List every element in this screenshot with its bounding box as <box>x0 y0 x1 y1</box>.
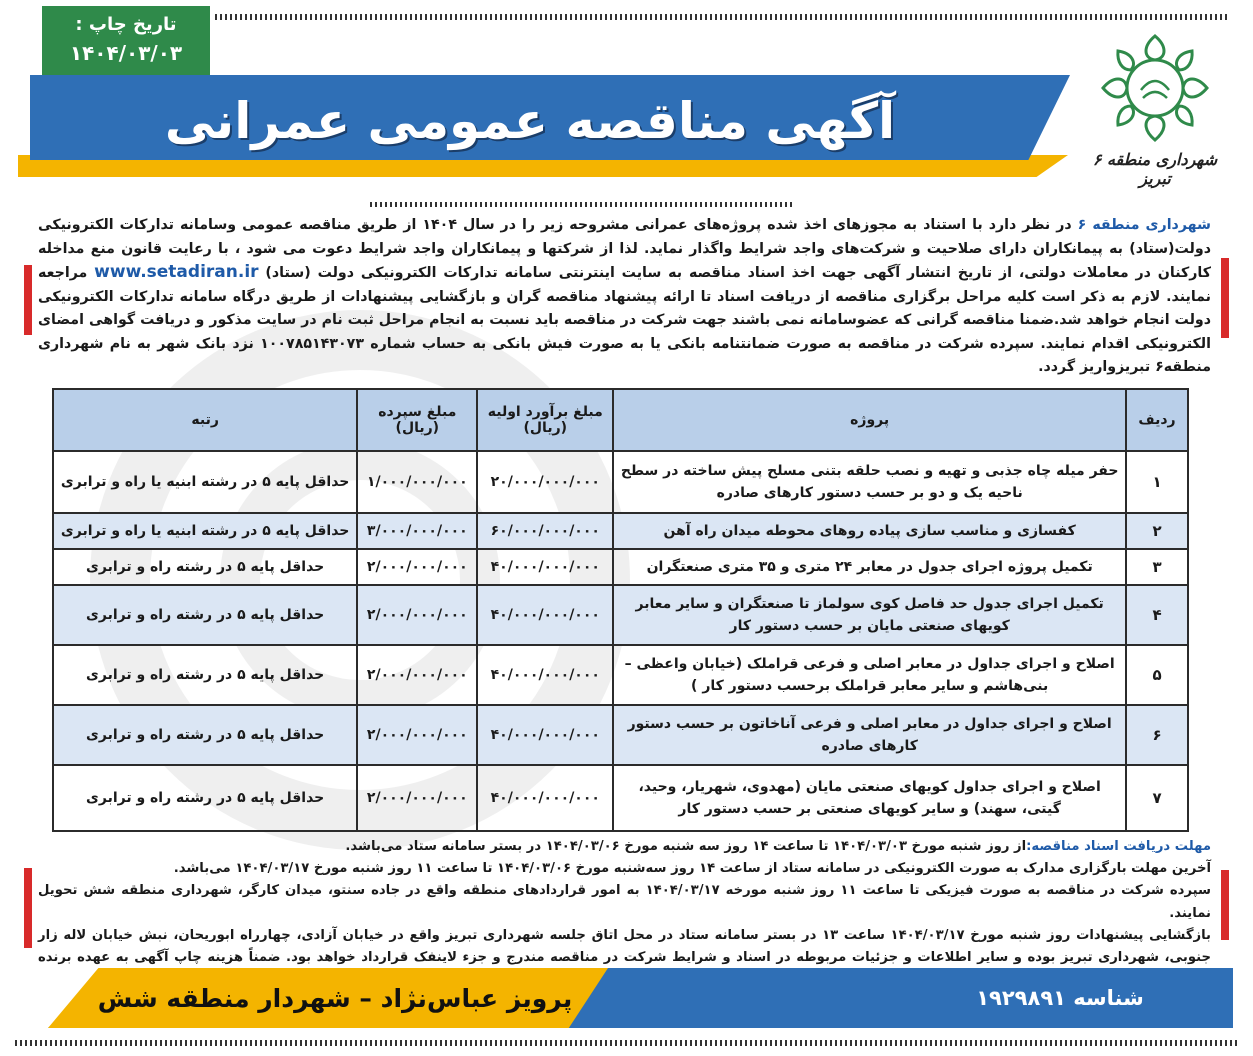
table-row <box>53 513 1188 549</box>
intro-paragraph <box>38 214 1211 380</box>
deposit-amount: ۲/۰۰۰/۰۰۰/۰۰۰ <box>357 705 477 765</box>
project-title: حفر میله چاه جذبی و تهیه و نصب حلقه بتنی مسلح پیش ساخته در سطح ناحیه یک و دو بر حسب دستور کارهای صادره <box>613 451 1126 513</box>
table-row <box>53 705 1188 765</box>
contractor-grade: حداقل پایه ۵ در رشته راه و ترابری <box>53 549 357 585</box>
project-title: تکمیل پروژه اجرای جدول در معابر ۲۴ متری و ۳۵ متری صنعتگران <box>613 549 1126 585</box>
organization-name: شهرداری منطقه ۶ <box>1077 217 1211 233</box>
row-number: ۵ <box>1126 645 1188 705</box>
deposit-delivery-line: سپرده شرکت در مناقصه به صورت فیزیکی تا ساعت ۱۱ روز شنبه مورخه ۱۴۰۴/۰۳/۱۷ به امور قراردادهای منطقه واقع در جاده سنتو، میدان کارگر، شهرداری منطقه شش تحویل نمایند. <box>38 883 1212 921</box>
deposit-amount: ۱/۰۰۰/۰۰۰/۰۰۰ <box>357 451 477 513</box>
row-number: ۳ <box>1126 549 1188 585</box>
table-row <box>53 549 1188 585</box>
project-title: اصلاح و اجرای جداول کویهای صنعتی مایان (مهدوی، شهریار، وحید، گیتی، سهند) و سایر کویهای صنعتی بر حسب دستور کار <box>613 765 1126 831</box>
print-date-label: تاریخ چاپ : <box>75 14 177 35</box>
estimate-amount: ۴۰/۰۰۰/۰۰۰/۰۰۰ <box>477 645 613 705</box>
deposit-amount: ۲/۰۰۰/۰۰۰/۰۰۰ <box>357 765 477 831</box>
notice-id: شناسه ۱۹۲۹۸۹۱ <box>976 986 1144 1010</box>
contractor-grade: حداقل پایه ۵ در رشته راه و ترابری <box>53 585 357 645</box>
contractor-grade: حداقل پایه ۵ در رشته ابنیه یا راه و ترابری <box>53 451 357 513</box>
header-row-number: ردیف <box>1126 389 1188 451</box>
table-row <box>53 585 1188 645</box>
estimate-amount: ۴۰/۰۰۰/۰۰۰/۰۰۰ <box>477 765 613 831</box>
contractor-grade: حداقل پایه ۵ در رشته ابنیه یا راه و ترابری <box>53 513 357 549</box>
deposit-amount: ۲/۰۰۰/۰۰۰/۰۰۰ <box>357 585 477 645</box>
header-estimate: مبلغ برآورد اولیه (ریال) <box>477 389 613 451</box>
project-title: تکمیل اجرای جدول حد فاصل کوی سولماز تا صنعتگران و سایر معابر کویهای صنعتی مایان بر حسب دستور کار <box>613 585 1126 645</box>
deadline-text: از روز شنبه مورخ ۱۴۰۴/۰۳/۰۳ تا ساعت ۱۴ روز سه شنبه مورخ ۱۴۰۴/۰۳/۰۶ در بستر سامانه ستاد می‌باشد. <box>345 839 1027 854</box>
estimate-amount: ۲۰/۰۰۰/۰۰۰/۰۰۰ <box>477 451 613 513</box>
header-deposit: مبلغ سپرده (ریال) <box>357 389 477 451</box>
left-accent-bar-top <box>24 265 32 335</box>
flower-logo-icon <box>1095 28 1215 148</box>
header-project: پروژه <box>613 389 1126 451</box>
signer-name: پرویز عباس‌نژاد – شهردار منطقه شش <box>97 983 573 1013</box>
header-grade: رتبه <box>53 389 357 451</box>
setad-website-link[interactable]: www.setadiran.ir <box>94 262 259 282</box>
deposit-amount: ۲/۰۰۰/۰۰۰/۰۰۰ <box>357 549 477 585</box>
bottom-dotted-border <box>15 1040 1238 1046</box>
intro-text-part1: در نظر دارد با استناد به مجوزهای اخذ شده پروژه‌های عمرانی مشروحه زیر را در سال ۱۴۰۴ از طریق مناقصه عمومی وسامانه تدارکات الکترونیکی دولت(ستاد) به پیمانکاران دارای صلاحیت و شرکت‌های واجد شرایط واگذار نماید. لذا از شرکتها و پیمانکاران واجد شرایط دعوت می شود ، با رعایت قانون منع مداخله کارکنان در معاملات دولتی، از تاریخ انتشار آگهی جهت اخذ اسناد مناقصه به سایت اینترنتی سامانه تدارکات الکترونیکی دولت (ستاد) <box>38 217 1211 281</box>
project-title: کفسازی و مناسب سازی پیاده روهای محوطه میدان راه آهن <box>613 513 1126 549</box>
table-row <box>53 645 1188 705</box>
row-number: ۶ <box>1126 705 1188 765</box>
table-row <box>53 765 1188 831</box>
contractor-grade: حداقل پایه ۵ در رشته راه و ترابری <box>53 645 357 705</box>
logo-caption: شهرداری منطقه ۶ تبریز <box>1092 150 1218 188</box>
section-dotted-divider <box>370 202 793 207</box>
left-accent-bar-bottom <box>24 868 32 948</box>
project-title: اصلاح و اجرای جداول در معابر اصلی و فرعی قراملک (خیابان واعظی – بنی‌هاشم و سایر معابر قراملک برحسب دستور کار ) <box>613 645 1126 705</box>
page-title: آگهی مناقصه عمومی عمرانی <box>164 91 896 150</box>
projects-table <box>52 388 1189 832</box>
estimate-amount: ۶۰/۰۰۰/۰۰۰/۰۰۰ <box>477 513 613 549</box>
municipality-logo <box>1080 28 1230 198</box>
row-number: ۷ <box>1126 765 1188 831</box>
contractor-grade: حداقل پایه ۵ در رشته راه و ترابری <box>53 705 357 765</box>
deposit-amount: ۲/۰۰۰/۰۰۰/۰۰۰ <box>357 645 477 705</box>
row-number: ۲ <box>1126 513 1188 549</box>
deposit-amount: ۳/۰۰۰/۰۰۰/۰۰۰ <box>357 513 477 549</box>
estimate-amount: ۴۰/۰۰۰/۰۰۰/۰۰۰ <box>477 549 613 585</box>
deadline-line <box>38 836 1211 858</box>
upload-deadline-line: آخرین مهلت بارگزاری مدارک به صورت الکترونیکی در سامانه ستاد از ساعت ۱۴ روز سه‌شنبه مورخ ۱۴۰۴/۰۳/۰۶ تا ساعت ۱۱ روز شنبه مورخ ۱۴۰۴/۰۳/۱۷ می‌باشد. <box>173 861 1211 877</box>
intro-text-part2: مراجعه نمایند. لازم به ذکر است کلیه مراحل برگزاری مناقصه از دریافت اسناد تا ارائه پیشنهاد مناقصه گران و بازگشایی پیشنهادات از طریق درگاه سامانه تدارکات الکترونیکی دولت انجام خواهد شد.ضمنا مناقصه گرانی که عضوسامانه نمی باشند جهت شرکت در مناقصه باید نسبت به انجام مراحل ثبت نام در سایت مذکور و دریافت گواهی امضای الکترونیکی اقدام نمایند. سپرده شرکت در مناقصه به صورت ضمانتنامه بانکی یا به صورت فیش بانکی به حساب شماره ۱۰۰۷۸۵۱۴۳۰۷۳ نزد بانک شهر به نام شهرداری منطقه۶ تبریزواریز گردد. <box>38 265 1211 375</box>
contractor-grade: حداقل پایه ۵ در رشته راه و ترابری <box>53 765 357 831</box>
row-number: ۱ <box>1126 451 1188 513</box>
project-title: اصلاح و اجرای جداول در معابر اصلی و فرعی آناخاتون بر حسب دستور کارهای صادره <box>613 705 1126 765</box>
bid-opening-line: بازگشایی پیشنهادات روز شنبه مورخ ۱۴۰۴/۰۳/۱۷ ساعت ۱۳ در بستر سامانه ستاد در محل اتاق جلسه شهرداری تبریز واقع در خیابان آزادی، چهارراه ابوریحان، نبش خیابان لاله زار جنوبی، شهرداری تبریز بوده و سایر اطلاعات و جزئیات مربوطه در اسناد و شرایط شرکت در مناقصه مندرج و جزء لاینفک قرارداد خواهد بود. ضمناً هزینه چاپ آگهی به عهده برنده <box>38 927 1211 966</box>
estimate-amount: ۴۰/۰۰۰/۰۰۰/۰۰۰ <box>477 705 613 765</box>
right-accent-bar-bottom <box>1221 870 1229 940</box>
table-row <box>53 451 1188 513</box>
deadline-label: مهلت دریافت اسناد مناقصه: <box>1026 839 1211 854</box>
print-date: ۱۴۰۴/۰۳/۰۳ <box>69 41 183 65</box>
top-dotted-border <box>215 14 1228 20</box>
row-number: ۴ <box>1126 585 1188 645</box>
right-accent-bar-top <box>1221 258 1229 338</box>
estimate-amount: ۴۰/۰۰۰/۰۰۰/۰۰۰ <box>477 585 613 645</box>
table-header-row <box>53 389 1188 451</box>
